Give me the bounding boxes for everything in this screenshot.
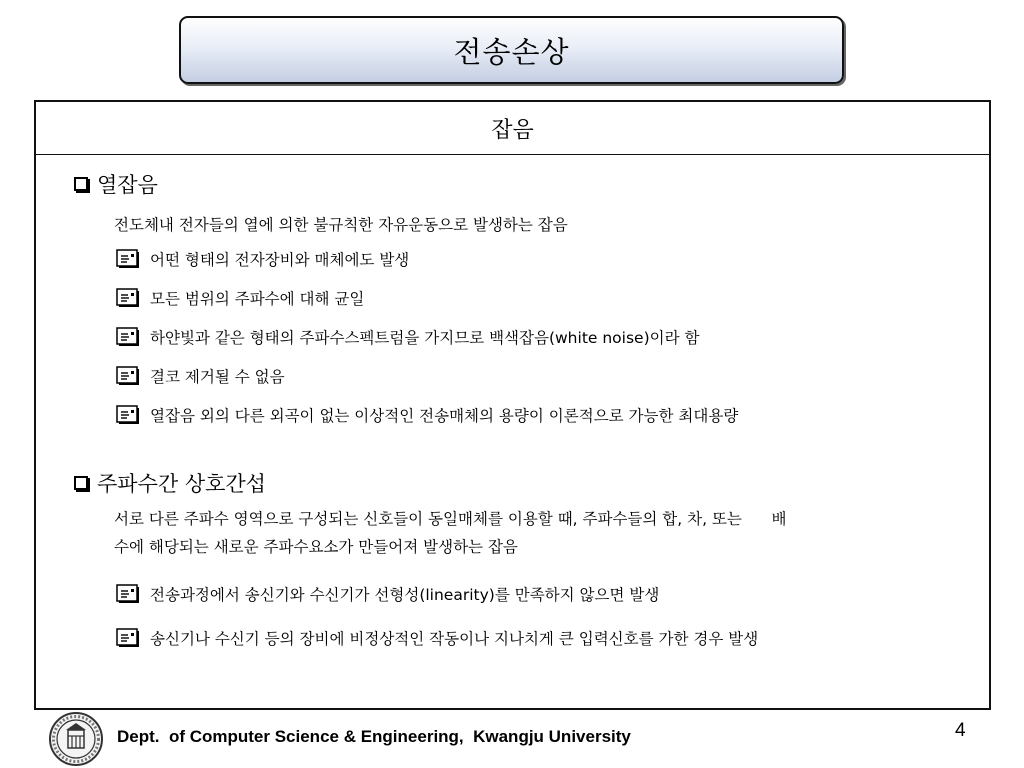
page-number: 4 <box>955 720 966 741</box>
thermal-noise-description: 전도체내 전자들의 열에 의한 불규칙한 자유운동으로 발생하는 잡음 <box>114 216 568 234</box>
title-banner <box>179 16 844 84</box>
intermod-bullet <box>116 583 659 605</box>
note-bullet-icon <box>116 288 140 308</box>
thermal-bullet <box>116 365 285 387</box>
checkbox-bullet-icon <box>74 177 88 191</box>
thermal-bullet-text: 열잡음 외의 다른 외곡이 없는 이상적인 전송매체의 용량이 이론적으로 가능한 최대용량 <box>150 407 739 425</box>
thermal-bullet <box>116 287 364 309</box>
intermod-description-line: 서로 다른 주파수 영역으로 구성되는 신호들이 동일매체를 이용할 때, 주파수들의 합, 차, 또는 배 <box>114 510 787 528</box>
note-bullet-icon <box>116 366 140 386</box>
intermod-description-line: 수에 해당되는 새로운 주파수요소가 만들어져 발생하는 잡음 <box>114 538 518 556</box>
thermal-bullet <box>116 326 699 348</box>
note-bullet-icon <box>116 405 140 425</box>
footer-department: Dept. of Computer Science & Engineering, Kwangju University <box>117 727 631 746</box>
note-bullet-icon <box>116 628 140 648</box>
intermod-bullet-text: 송신기나 수신기 등의 장비에 비정상적인 작동이나 지나치게 큰 입력신호를 가한 경우 발생 <box>150 630 759 648</box>
thermal-bullet-text: 어떤 형태의 전자장비와 매체에도 발생 <box>150 251 410 269</box>
slide-title: 전송손상 <box>453 34 570 69</box>
thermal-bullet-text: 하얀빛과 같은 형태의 주파수스펙트럼을 가지므로 백색잡음(white noise)이라 함 <box>150 329 700 347</box>
content-box <box>34 100 991 710</box>
thermal-bullet <box>116 248 409 270</box>
intermod-noise-description <box>114 505 786 561</box>
note-bullet-icon <box>116 584 140 604</box>
intermod-noise-heading <box>74 468 266 498</box>
university-seal-icon <box>46 711 106 767</box>
note-bullet-icon <box>116 249 140 269</box>
thermal-noise-heading-text: 열잡음 <box>97 173 158 197</box>
section-header-text: 잡음 <box>491 117 534 143</box>
intermod-bullet-text: 전송과정에서 송신기와 수신기가 선형성(linearity)를 만족하지 않으면 발생 <box>150 586 660 604</box>
checkbox-bullet-icon <box>74 476 88 490</box>
thermal-noise-heading <box>74 169 158 199</box>
note-bullet-icon <box>116 327 140 347</box>
thermal-bullet-text: 모든 범위의 주파수에 대해 균일 <box>150 290 365 308</box>
thermal-bullet <box>116 404 738 426</box>
intermod-bullet <box>116 627 758 649</box>
section-header <box>36 102 989 155</box>
thermal-bullet-text: 결코 제거될 수 없음 <box>150 368 285 386</box>
intermod-noise-heading-text: 주파수간 상호간섭 <box>97 472 266 496</box>
